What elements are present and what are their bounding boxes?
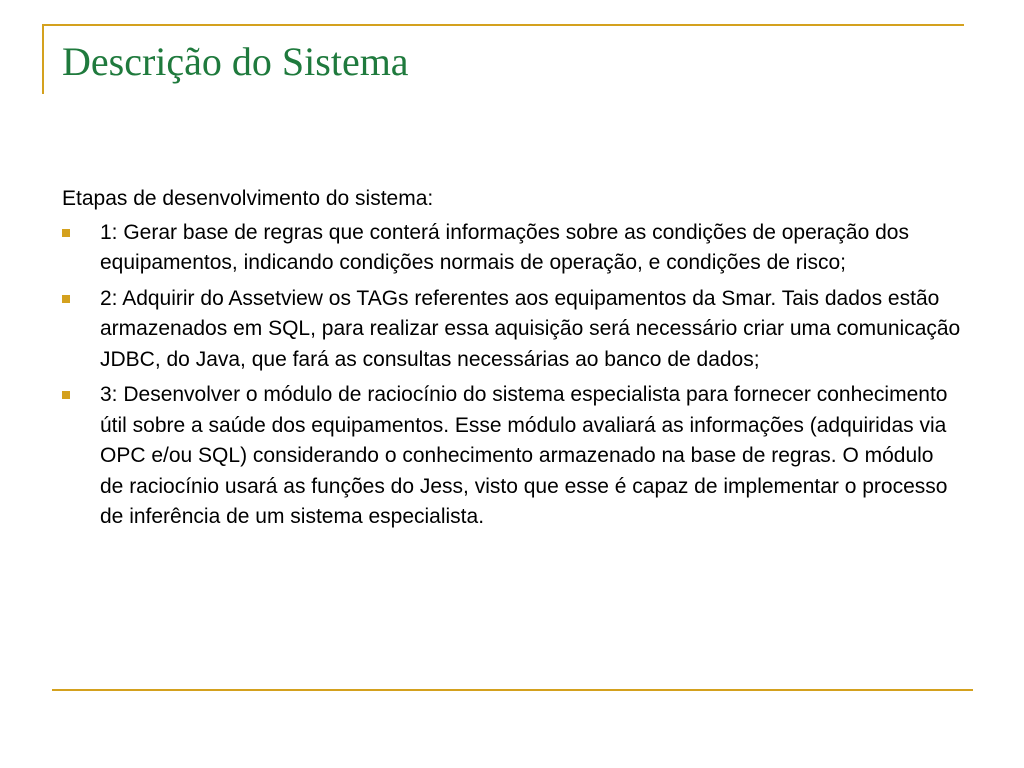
bottom-accent-rule bbox=[52, 689, 973, 691]
square-bullet-icon bbox=[62, 229, 70, 237]
square-bullet-icon bbox=[62, 295, 70, 303]
top-accent-rule bbox=[42, 24, 964, 26]
bullet-item-1 bbox=[62, 218, 962, 279]
square-bullet-icon bbox=[62, 391, 70, 399]
bullet-item-3 bbox=[62, 380, 962, 533]
bullet-item-2 bbox=[62, 284, 962, 376]
slide-body bbox=[62, 184, 962, 538]
intro-text: Etapas de desenvolvimento do sistema: bbox=[62, 187, 434, 210]
bullet-text-2: 2: Adquirir do Assetview os TAGs referentes aos equipamentos da Smar. Tais dados estão armazenados em SQL, para realizar essa aquisição será necessário criar uma comunicação JDBC, do Java, que fará as consultas necessárias ao banco de dados; bbox=[100, 286, 961, 371]
bullet-text-1: 1: Gerar base de regras que conterá informações sobre as condições de operação dos equipamentos, indicando condições normais de operação, e condições de risco; bbox=[100, 220, 909, 274]
slide-title: Descrição do Sistema bbox=[62, 39, 409, 84]
left-accent-rule bbox=[42, 24, 44, 94]
bullet-list bbox=[62, 218, 962, 533]
bullet-text-3: 3: Desenvolver o módulo de raciocínio do sistema especialista para fornecer conhecimento útil sobre a saúde dos equipamentos. Esse módulo avaliará as informações (adquiridas via OPC e/ou SQL) considerando o conhecimento armazenado na base de regras. O módulo de raciocínio usará as funções do Jess, visto que esse é capaz de implementar o processo de inferência de um sistema especialista. bbox=[100, 383, 948, 528]
